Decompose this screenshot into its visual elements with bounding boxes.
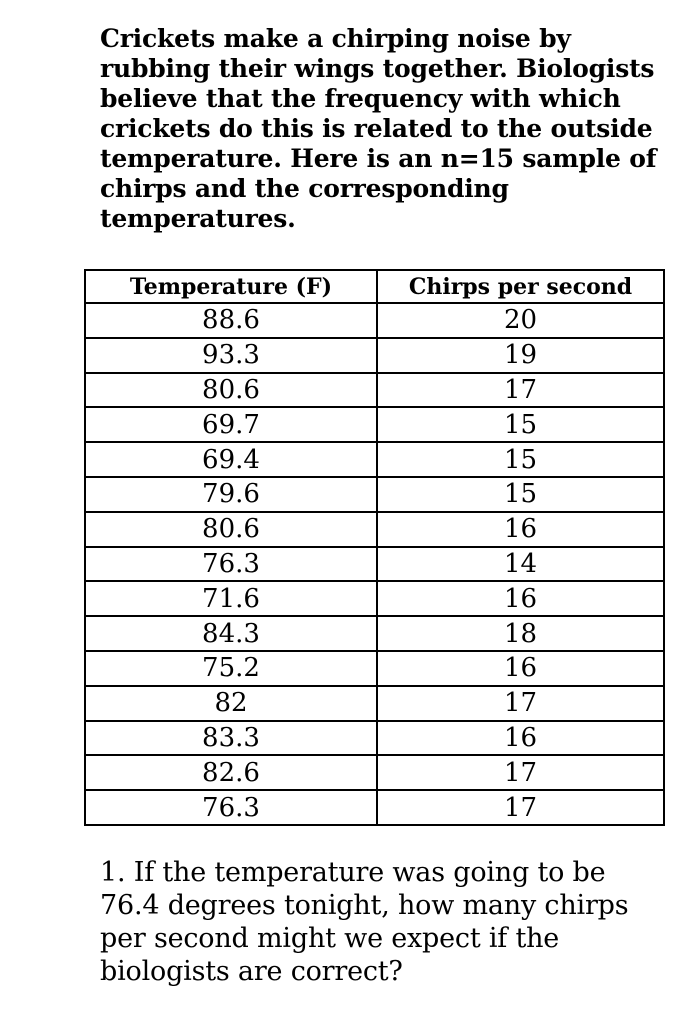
table-row — [85, 442, 664, 477]
temperature-cell: 80.6 — [85, 373, 377, 408]
table-row — [85, 373, 664, 408]
temperature-cell: 71.6 — [85, 581, 377, 616]
temperature-cell: 79.6 — [85, 477, 377, 512]
temperature-cell: 82.6 — [85, 755, 377, 790]
table-row — [85, 721, 664, 756]
temperature-cell: 69.7 — [85, 407, 377, 442]
chirps-cell: 17 — [377, 790, 664, 825]
table-row — [85, 338, 664, 373]
table-row — [85, 407, 664, 442]
chirps-cell: 18 — [377, 616, 664, 651]
temperature-cell: 76.3 — [85, 790, 377, 825]
chirps-cell: 15 — [377, 442, 664, 477]
table-header-row — [85, 270, 664, 303]
temperature-cell: 69.4 — [85, 442, 377, 477]
chirps-cell: 16 — [377, 512, 664, 547]
header-chirps: Chirps per second — [377, 270, 664, 303]
chirps-cell: 16 — [377, 721, 664, 756]
chirps-cell: 14 — [377, 547, 664, 582]
temperature-cell: 80.6 — [85, 512, 377, 547]
temperature-cell: 84.3 — [85, 616, 377, 651]
temperature-cell: 82 — [85, 686, 377, 721]
chirps-cell: 15 — [377, 477, 664, 512]
table-row — [85, 790, 664, 825]
intro-paragraph: Crickets make a chirping noise by rubbing their wings together. Biologists believe that the frequency with which crickets do this is related to the outside temperature. Here is an n=15 sample of chirps and the corresponding temperatures. — [100, 24, 657, 233]
table-row — [85, 616, 664, 651]
table-row — [85, 547, 664, 582]
chirps-cell: 16 — [377, 651, 664, 686]
chirps-cell: 16 — [377, 581, 664, 616]
data-table-container — [84, 269, 663, 826]
table-row — [85, 581, 664, 616]
table-body — [85, 303, 664, 825]
temperature-cell: 83.3 — [85, 721, 377, 756]
chirps-cell: 17 — [377, 686, 664, 721]
cricket-data-table — [84, 269, 665, 826]
temperature-cell: 93.3 — [85, 338, 377, 373]
chirps-cell: 15 — [377, 407, 664, 442]
table-row — [85, 477, 664, 512]
temperature-cell: 75.2 — [85, 651, 377, 686]
chirps-cell: 17 — [377, 755, 664, 790]
table-row — [85, 651, 664, 686]
temperature-cell: 76.3 — [85, 547, 377, 582]
chirps-cell: 19 — [377, 338, 664, 373]
header-temperature: Temperature (F) — [85, 270, 377, 303]
table-row — [85, 755, 664, 790]
table-row — [85, 686, 664, 721]
chirps-cell: 20 — [377, 303, 664, 338]
temperature-cell: 88.6 — [85, 303, 377, 338]
chirps-cell: 17 — [377, 373, 664, 408]
table-row — [85, 303, 664, 338]
question-1: 1. If the temperature was going to be 76.4 degrees tonight, how many chirps per second might we expect if the biologists are correct? — [100, 857, 629, 987]
table-row — [85, 512, 664, 547]
